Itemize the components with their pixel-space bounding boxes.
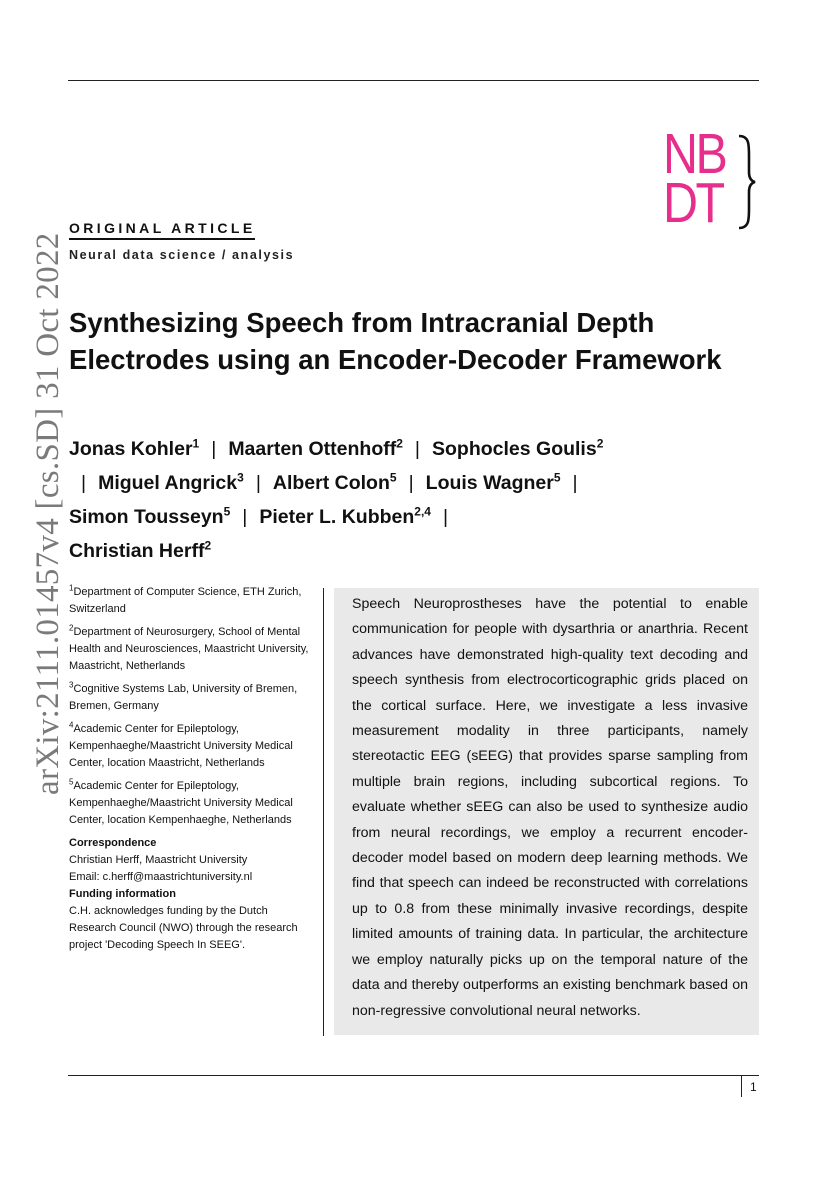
affiliation: $^4$Academic Center for Epileptology, Kempenhaeghe/Maastricht University Medical Center, location Maastricht, Netherlands — [69, 720, 293, 769]
funding-text: C.H. acknowledges funding by the Dutch Research Council (NWO) through the research project 'Decoding Speech In SEEG'. — [69, 905, 298, 951]
affiliation: $^2$Department of Neurosurgery, School of Mental Health and Neurosciences, Maastricht University, Maastricht, Netherlands — [69, 623, 309, 672]
author-affil: 2,4 — [414, 504, 431, 519]
author — [273, 472, 397, 494]
author-name: Albert Colon — [272, 472, 390, 494]
article-type-underline — [69, 238, 255, 240]
author-separator: | — [255, 472, 261, 494]
article-category: Neural data science / analysis — [69, 248, 295, 262]
author-separator: | — [81, 472, 87, 494]
brace-icon — [735, 134, 757, 230]
author — [69, 438, 199, 460]
journal-logo — [663, 122, 759, 235]
paper-title: Synthesizing Speech from Intracranial Depth Electrodes using an Encoder-Decoder Framework — [69, 307, 722, 375]
funding-heading: Funding information — [69, 888, 176, 900]
author-affil: 2 — [596, 436, 604, 451]
author-name: Louis Wagner — [425, 472, 554, 494]
author-separator: | — [408, 472, 414, 494]
author-separator: | — [414, 438, 420, 460]
page-number: 1 — [750, 1080, 757, 1094]
author-list — [69, 432, 629, 568]
article-type: ORIGINAL ARTICLE — [69, 220, 256, 236]
author-affil: 5 — [389, 470, 397, 485]
author-separator: | — [442, 506, 449, 528]
page-number-divider — [741, 1075, 742, 1097]
affiliation: $^3$Cognitive Systems Lab, University of Bremen, Bremen, Germany — [69, 680, 298, 712]
arxiv-identifier: arXiv:2111.01457v4 [cs.SD] 31 Oct 2022 — [30, 232, 66, 795]
author-affil: 1 — [192, 436, 200, 451]
affiliation: $^5$Academic Center for Epileptology, Kempenhaeghe/Maastricht University Medical Center, location Kempenhaeghe, Netherlands — [69, 777, 293, 826]
logo-line-1: NB — [663, 122, 726, 186]
correspondence-name: Christian Herff, Maastricht University — [69, 854, 248, 866]
author-affil: 5 — [223, 504, 231, 519]
author-name: Sophocles Goulis — [432, 438, 597, 460]
author — [228, 438, 403, 460]
author-affil: 5 — [553, 470, 561, 485]
logo-line-2: DT — [663, 171, 723, 235]
sidebar-info — [69, 584, 314, 954]
affiliation: $^1$Department of Computer Science, ETH Zurich, Switzerland — [69, 583, 302, 615]
author-affil: 3 — [237, 470, 244, 485]
author — [432, 438, 603, 460]
author — [98, 472, 244, 494]
author-name: Pieter L. Kubben — [259, 506, 415, 528]
author-separator: | — [242, 506, 248, 528]
author-name: Maarten Ottenhoff — [228, 438, 397, 460]
author — [426, 472, 561, 494]
author-name: Simon Tousseyn — [69, 506, 224, 528]
author — [259, 506, 431, 528]
author-name: Christian Herff — [69, 540, 205, 562]
author-name: Jonas Kohler — [69, 438, 193, 460]
correspondence-email: Email: c.herff@maastrichtuniversity.nl — [69, 871, 253, 883]
author — [69, 540, 211, 562]
top-rule — [68, 80, 759, 81]
author-affil: 2 — [204, 538, 212, 553]
author-affil: 2 — [396, 436, 403, 451]
author-separator: | — [211, 438, 217, 460]
correspondence-heading: Correspondence — [69, 837, 157, 849]
abstract-text: Speech Neuroprostheses have the potential to enable communication for people with dysarthria or anarthria. Recent advances have demonstrated high-quality text decoding and speech synthesis from electrocorticographic grids placed on the cortical surface. Here, we investigate a less invasive measurement modality in three participants, namely stereotactic EEG (sEEG) that provides sparse sampling from multiple brain regions, including subcortical regions. To evaluate whether sEEG can also be used to synthesize audio from neural recordings, we employ a recurrent encoder-decoder model based on modern deep learning methods. We find that speech can indeed be reconstructed with correlations up to 0.8 from these minimally invasive recordings, despite limited amounts of training data. In particular, the architecture we employ naturally picks up on the temporal nature of the data and thereby outperforms an existing benchmark based on non-regressive convolutional neural networks. — [352, 596, 748, 1019]
bottom-rule — [68, 1075, 759, 1076]
author — [69, 506, 230, 528]
author-separator: | — [572, 472, 578, 494]
author-name: Miguel Angrick — [98, 472, 238, 494]
column-divider — [323, 588, 324, 1036]
